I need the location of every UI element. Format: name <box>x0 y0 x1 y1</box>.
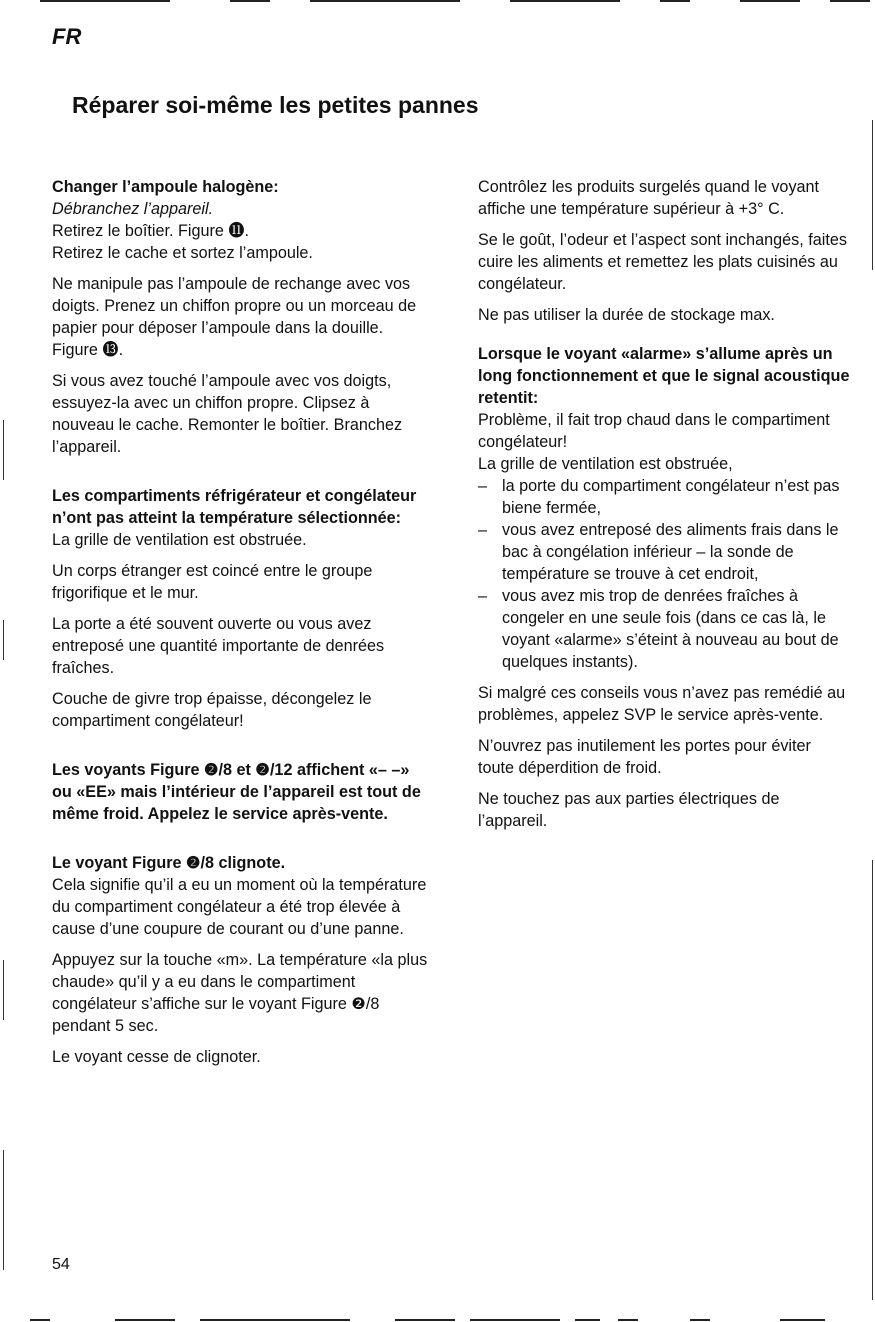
section-heading: Lorsque le voyant «alarme» s’allume après un long fonctionnement et que le signal acoustique retentit: <box>478 345 850 407</box>
paragraph: La grille de ventilation est obstruée. <box>52 531 307 549</box>
margin-mark <box>3 420 4 480</box>
top-rule <box>40 0 875 2</box>
cause-list <box>478 475 850 673</box>
paragraph: Problème, il fait trop chaud dans le compartiment congélateur! <box>478 411 830 451</box>
bottom-rule <box>0 1319 875 1321</box>
list-item: – vous avez mis trop de denrées fraîches à congeler en une seule fois (dans ce cas là, le voyant «alarme» s’éteint à nouveau au bout de quelques instants). <box>478 585 850 673</box>
section-heading: Les voyants Figure ❷/8 et ❷/12 affichent «– –» ou «EE» mais l’intérieur de l’appareil est tout de même froid. Appelez le service après-vente. <box>52 761 421 823</box>
section-blinking <box>52 852 432 940</box>
paragraph: Si vous avez touché l’ampoule avec vos doigts, essuyez-la avec un chiffon propre. Clipsez à nouveau le cache. Remonter le boîtier. Branchez l’appareil. <box>52 372 403 456</box>
page-number: 54 <box>52 1256 70 1273</box>
paragraph: Cela signifie qu’il a eu un moment où la température du compartiment congélateur a été trop élevée à cause d’une coupure de courant ou d’une panne. <box>52 876 427 938</box>
paragraph: N’ouvrez pas inutilement les portes pour éviter toute déperdition de froid. <box>478 737 811 777</box>
paragraph: Se le goût, l’odeur et l’aspect sont inchangés, faites cuire les aliments et remettez les plats cuisinés au congélateur. <box>478 231 847 293</box>
language-code: FR <box>52 24 82 49</box>
paragraph: Ne pas utiliser la durée de stockage max. <box>478 306 775 324</box>
page-title: Réparer soi-même les petites pannes <box>72 92 479 118</box>
paragraph: Ne touchez pas aux parties électriques de l’appareil. <box>478 790 780 830</box>
left-column <box>52 176 432 1077</box>
paragraph: Contrôlez les produits surgelés quand le voyant affiche une température supérieur à +3° C. <box>478 178 820 218</box>
list-item: – vous avez entreposé des aliments frais dans le bac à congélation inférieur – la sonde de température se trouve à cet endroit, <box>478 519 850 585</box>
section-temperature <box>52 485 432 551</box>
margin-mark <box>3 620 4 660</box>
section-lamp <box>52 176 432 264</box>
paragraph: Un corps étranger est coincé entre le groupe frigorifique et le mur. <box>52 562 373 602</box>
paragraph: Débranchez l’appareil. <box>52 200 214 218</box>
section-alarm <box>478 343 850 475</box>
list-item: – la porte du compartiment congélateur n’est pas biene fermée, <box>478 475 850 519</box>
paragraph: Ne manipule pas l’ampoule de rechange avec vos doigts. Prenez un chiffon propre ou un morceau de papier pour déposer l’ampoule dans la douille. Figure ⓭. <box>52 275 417 359</box>
paragraph: Retirez le boîtier. Figure ⓫. <box>52 222 250 240</box>
margin-mark <box>3 1150 4 1270</box>
paragraph: Retirez le cache et sortez l’ampoule. <box>52 244 313 262</box>
paragraph: Appuyez sur la touche «m». La température «la plus chaude» qu’il y a eu dans le compartiment congélateur s’affiche sur le voyant Figure ❷/8 pendant 5 sec. <box>52 951 428 1035</box>
margin-mark <box>3 960 4 1020</box>
section-heading: Le voyant Figure ❷/8 clignote. <box>52 854 286 872</box>
section-heading: Les compartiments réfrigérateur et congélateur n’ont pas atteint la température sélectionnée: <box>52 487 417 527</box>
paragraph: La grille de ventilation est obstruée, <box>478 455 733 473</box>
margin-mark <box>872 120 873 270</box>
right-column <box>478 176 850 841</box>
section-indicators <box>52 759 432 825</box>
paragraph: La porte a été souvent ouverte ou vous avez entreposé une quantité importante de denrées fraîches. <box>52 615 385 677</box>
margin-mark <box>872 860 873 1300</box>
paragraph: Si malgré ces conseils vous n’avez pas remédié au problèmes, appelez SVP le service après-vente. <box>478 684 846 724</box>
paragraph: Couche de givre trop épaisse, décongelez le compartiment congélateur! <box>52 690 372 730</box>
section-heading: Changer l’ampoule halogène: <box>52 178 279 196</box>
paragraph: Le voyant cesse de clignoter. <box>52 1048 261 1066</box>
